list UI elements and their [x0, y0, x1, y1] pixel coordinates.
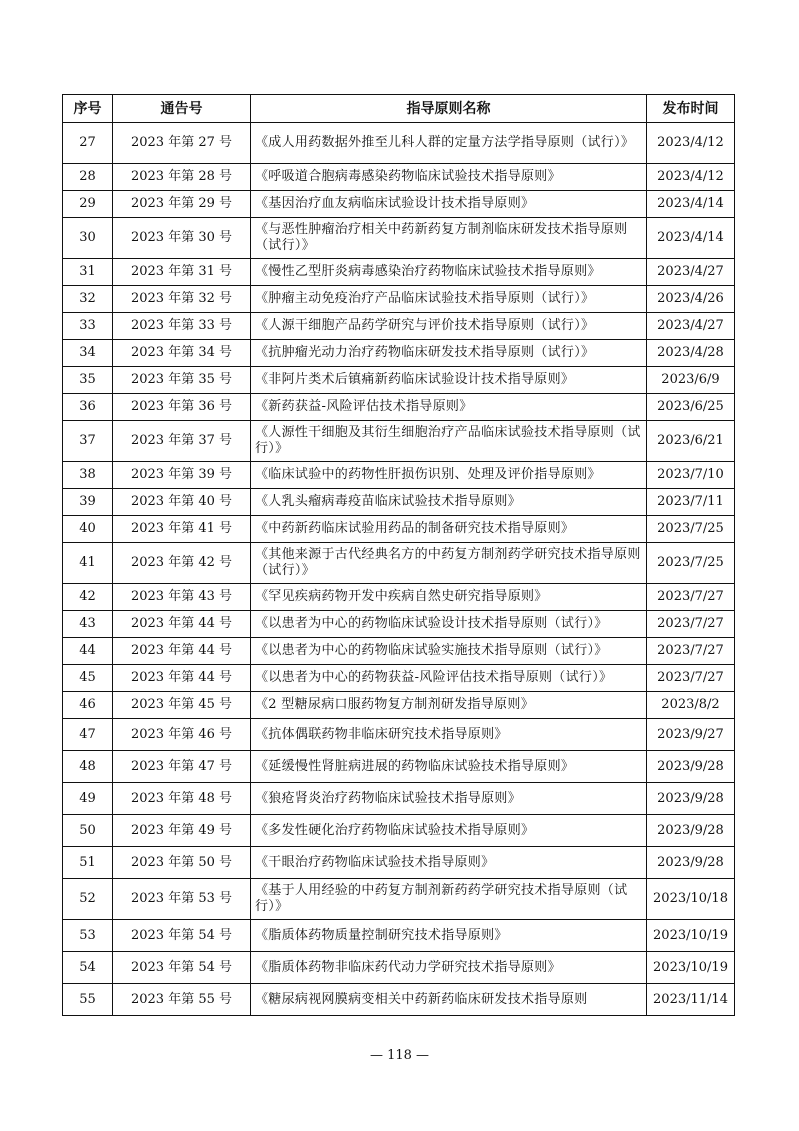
table-row	[63, 783, 735, 815]
release-date-cell: 2023/6/25	[647, 394, 735, 421]
serial-number-cell: 43	[63, 611, 113, 638]
release-date-cell: 2023/7/27	[647, 638, 735, 665]
table-row	[63, 489, 735, 516]
release-date-cell: 2023/7/10	[647, 462, 735, 489]
table-row	[63, 692, 735, 719]
notice-number-cell: 2023 年第 39 号	[113, 462, 251, 489]
table-row	[63, 879, 735, 920]
serial-number-cell: 54	[63, 952, 113, 984]
notice-number-cell: 2023 年第 55 号	[113, 984, 251, 1016]
notice-number-cell: 2023 年第 48 号	[113, 783, 251, 815]
guideline-name-cell: 《抗体偶联药物非临床研究技术指导原则》	[251, 719, 647, 751]
table-row	[63, 638, 735, 665]
guideline-name-cell: 《中药新药临床试验用药品的制备研究技术指导原则》	[251, 516, 647, 543]
serial-number-cell: 30	[63, 218, 113, 259]
table-row	[63, 984, 735, 1016]
serial-number-cell: 51	[63, 847, 113, 879]
serial-number-cell: 50	[63, 815, 113, 847]
guideline-name-cell: 《以患者为中心的药物临床试验实施技术指导原则（试行）》	[251, 638, 647, 665]
table-row	[63, 367, 735, 394]
release-date-cell: 2023/9/28	[647, 751, 735, 783]
table-row	[63, 516, 735, 543]
table-row	[63, 611, 735, 638]
serial-number-cell: 44	[63, 638, 113, 665]
table-row	[63, 259, 735, 286]
table-row	[63, 394, 735, 421]
release-date-cell: 2023/7/25	[647, 543, 735, 584]
serial-number-cell: 37	[63, 421, 113, 462]
guideline-name-cell: 《以患者为中心的药物临床试验设计技术指导原则（试行）》	[251, 611, 647, 638]
release-date-cell: 2023/7/27	[647, 665, 735, 692]
notice-number-cell: 2023 年第 37 号	[113, 421, 251, 462]
table-row	[63, 952, 735, 984]
notice-number-cell: 2023 年第 44 号	[113, 638, 251, 665]
notice-number-cell: 2023 年第 45 号	[113, 692, 251, 719]
table-row	[63, 340, 735, 367]
release-date-cell: 2023/6/21	[647, 421, 735, 462]
guideline-name-cell: 《罕见疾病药物开发中疾病自然史研究指导原则》	[251, 584, 647, 611]
release-date-cell: 2023/4/28	[647, 340, 735, 367]
table-row	[63, 751, 735, 783]
notice-number-cell: 2023 年第 44 号	[113, 611, 251, 638]
serial-number-cell: 34	[63, 340, 113, 367]
notice-number-cell: 2023 年第 35 号	[113, 367, 251, 394]
serial-number-cell: 32	[63, 286, 113, 313]
release-date-cell: 2023/4/14	[647, 191, 735, 218]
notice-number-cell: 2023 年第 31 号	[113, 259, 251, 286]
header-guideline-name: 指导原则名称	[251, 95, 647, 123]
guideline-name-cell: 《脂质体药物质量控制研究技术指导原则》	[251, 920, 647, 952]
table-row	[63, 920, 735, 952]
release-date-cell: 2023/10/19	[647, 920, 735, 952]
serial-number-cell: 52	[63, 879, 113, 920]
notice-number-cell: 2023 年第 54 号	[113, 952, 251, 984]
guideline-name-cell: 《呼吸道合胞病毒感染药物临床试验技术指导原则》	[251, 164, 647, 191]
header-serial-number: 序号	[63, 95, 113, 123]
notice-number-cell: 2023 年第 27 号	[113, 123, 251, 164]
release-date-cell: 2023/7/11	[647, 489, 735, 516]
serial-number-cell: 45	[63, 665, 113, 692]
guideline-name-cell: 《肿瘤主动免疫治疗产品临床试验技术指导原则（试行）》	[251, 286, 647, 313]
notice-number-cell: 2023 年第 44 号	[113, 665, 251, 692]
serial-number-cell: 35	[63, 367, 113, 394]
header-release-date: 发布时间	[647, 95, 735, 123]
guideline-name-cell: 《糖尿病视网膜病变相关中药新药临床研发技术指导原则	[251, 984, 647, 1016]
notice-number-cell: 2023 年第 41 号	[113, 516, 251, 543]
release-date-cell: 2023/4/26	[647, 286, 735, 313]
notice-number-cell: 2023 年第 47 号	[113, 751, 251, 783]
guidelines-table	[62, 94, 735, 1016]
notice-number-cell: 2023 年第 43 号	[113, 584, 251, 611]
guideline-name-cell: 《临床试验中的药物性肝损伤识别、处理及评价指导原则》	[251, 462, 647, 489]
guideline-name-cell: 《与恶性肿瘤治疗相关中药新药复方制剂临床研发技术指导原则（试行）》	[251, 218, 647, 259]
release-date-cell: 2023/8/2	[647, 692, 735, 719]
serial-number-cell: 29	[63, 191, 113, 218]
table-row	[63, 543, 735, 584]
serial-number-cell: 33	[63, 313, 113, 340]
release-date-cell: 2023/10/18	[647, 879, 735, 920]
release-date-cell: 2023/4/12	[647, 164, 735, 191]
release-date-cell: 2023/7/27	[647, 611, 735, 638]
guideline-name-cell: 《其他来源于古代经典名方的中药复方制剂药学研究技术指导原则（试行）》	[251, 543, 647, 584]
release-date-cell: 2023/6/9	[647, 367, 735, 394]
table-row	[63, 847, 735, 879]
release-date-cell: 2023/11/14	[647, 984, 735, 1016]
table-header-row	[63, 95, 735, 123]
release-date-cell: 2023/4/27	[647, 313, 735, 340]
guideline-name-cell: 《人源干细胞产品药学研究与评价技术指导原则（试行）》	[251, 313, 647, 340]
guideline-name-cell: 《以患者为中心的药物获益-风险评估技术指导原则（试行）》	[251, 665, 647, 692]
release-date-cell: 2023/4/27	[647, 259, 735, 286]
guideline-name-cell: 《基因治疗血友病临床试验设计技术指导原则》	[251, 191, 647, 218]
serial-number-cell: 38	[63, 462, 113, 489]
notice-number-cell: 2023 年第 53 号	[113, 879, 251, 920]
table-row	[63, 462, 735, 489]
guideline-name-cell: 《慢性乙型肝炎病毒感染治疗药物临床试验技术指导原则》	[251, 259, 647, 286]
guideline-name-cell: 《非阿片类术后镇痛新药临床试验设计技术指导原则》	[251, 367, 647, 394]
serial-number-cell: 46	[63, 692, 113, 719]
serial-number-cell: 31	[63, 259, 113, 286]
serial-number-cell: 36	[63, 394, 113, 421]
notice-number-cell: 2023 年第 42 号	[113, 543, 251, 584]
release-date-cell: 2023/10/19	[647, 952, 735, 984]
release-date-cell: 2023/7/25	[647, 516, 735, 543]
page-number: — 118 —	[369, 1048, 430, 1063]
serial-number-cell: 27	[63, 123, 113, 164]
serial-number-cell: 48	[63, 751, 113, 783]
table-row	[63, 719, 735, 751]
table-row	[63, 584, 735, 611]
serial-number-cell: 47	[63, 719, 113, 751]
header-notice-number: 通告号	[113, 95, 251, 123]
table-row	[63, 164, 735, 191]
notice-number-cell: 2023 年第 29 号	[113, 191, 251, 218]
notice-number-cell: 2023 年第 50 号	[113, 847, 251, 879]
serial-number-cell: 53	[63, 920, 113, 952]
guideline-name-cell: 《人源性干细胞及其衍生细胞治疗产品临床试验技术指导原则（试行）》	[251, 421, 647, 462]
guideline-name-cell: 《成人用药数据外推至儿科人群的定量方法学指导原则（试行）》	[251, 123, 647, 164]
release-date-cell: 2023/7/27	[647, 584, 735, 611]
release-date-cell: 2023/9/27	[647, 719, 735, 751]
serial-number-cell: 42	[63, 584, 113, 611]
guideline-name-cell: 《延缓慢性肾脏病进展的药物临床试验技术指导原则》	[251, 751, 647, 783]
serial-number-cell: 39	[63, 489, 113, 516]
notice-number-cell: 2023 年第 32 号	[113, 286, 251, 313]
guideline-name-cell: 《狼疮肾炎治疗药物临床试验技术指导原则》	[251, 783, 647, 815]
serial-number-cell: 40	[63, 516, 113, 543]
table-row	[63, 286, 735, 313]
serial-number-cell: 55	[63, 984, 113, 1016]
guideline-name-cell: 《新药获益-风险评估技术指导原则》	[251, 394, 647, 421]
notice-number-cell: 2023 年第 49 号	[113, 815, 251, 847]
table-row	[63, 123, 735, 164]
guideline-name-cell: 《脂质体药物非临床药代动力学研究技术指导原则》	[251, 952, 647, 984]
serial-number-cell: 41	[63, 543, 113, 584]
table-row	[63, 815, 735, 847]
guideline-name-cell: 《干眼治疗药物临床试验技术指导原则》	[251, 847, 647, 879]
release-date-cell: 2023/4/12	[647, 123, 735, 164]
table-row	[63, 421, 735, 462]
serial-number-cell: 28	[63, 164, 113, 191]
release-date-cell: 2023/4/14	[647, 218, 735, 259]
notice-number-cell: 2023 年第 34 号	[113, 340, 251, 367]
notice-number-cell: 2023 年第 30 号	[113, 218, 251, 259]
table-row	[63, 218, 735, 259]
table-row	[63, 313, 735, 340]
notice-number-cell: 2023 年第 46 号	[113, 719, 251, 751]
table-row	[63, 665, 735, 692]
guideline-name-cell: 《多发性硬化治疗药物临床试验技术指导原则》	[251, 815, 647, 847]
release-date-cell: 2023/9/28	[647, 847, 735, 879]
guideline-name-cell: 《人乳头瘤病毒疫苗临床试验技术指导原则》	[251, 489, 647, 516]
notice-number-cell: 2023 年第 54 号	[113, 920, 251, 952]
guideline-name-cell: 《抗肿瘤光动力治疗药物临床研发技术指导原则（试行）》	[251, 340, 647, 367]
serial-number-cell: 49	[63, 783, 113, 815]
table-row	[63, 191, 735, 218]
notice-number-cell: 2023 年第 28 号	[113, 164, 251, 191]
guideline-name-cell: 《基于人用经验的中药复方制剂新药药学研究技术指导原则（试行）》	[251, 879, 647, 920]
release-date-cell: 2023/9/28	[647, 815, 735, 847]
release-date-cell: 2023/9/28	[647, 783, 735, 815]
notice-number-cell: 2023 年第 40 号	[113, 489, 251, 516]
guideline-name-cell: 《2 型糖尿病口服药物复方制剂研发指导原则》	[251, 692, 647, 719]
notice-number-cell: 2023 年第 36 号	[113, 394, 251, 421]
notice-number-cell: 2023 年第 33 号	[113, 313, 251, 340]
